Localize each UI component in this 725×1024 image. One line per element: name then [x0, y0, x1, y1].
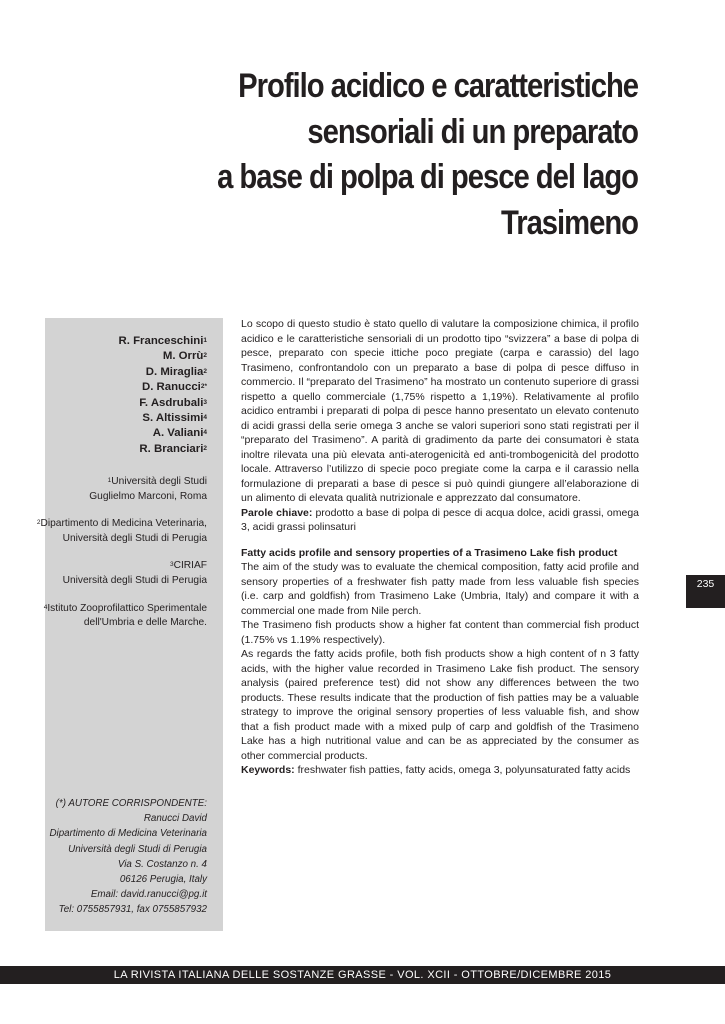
affiliation-list [27, 475, 207, 644]
affiliation: $^3$CIRIAF Università degli Studi di Perugia [62, 560, 207, 586]
title-line: Profilo acidico e caratteristiche [238, 67, 638, 105]
english-title: Fatty acids profile and sensory properties of a Trasimeno Lake fish product [241, 546, 618, 559]
email-link[interactable]: Email: david.ranucci@pg.it [90, 889, 207, 901]
author: S. Altissimi$^4$ [142, 412, 207, 425]
corresponding-author: (*) AUTORE CORRISPONDENTE: Ranucci David Dipartimento di Medicina Veterinaria Università degli Studi di Perugia Via S. Costanzo n. 4 06126 Perugia, Italy Email: david.ranucci@pg.it Tel: 0755857931, fax 0755857932 [27, 796, 207, 918]
keywords-english: Keywords: freshwater fish patties, fatty acids, omega 3, polyunsaturated fatty acids [241, 764, 631, 776]
author-sidebar [36, 318, 223, 931]
affiliation: $^2$Dipartimento di Medicina Veterinaria, Università degli Studi di Perugia [36, 518, 207, 544]
abstract-english-paragraph: As regards the fatty acids profile, both fish products show a high content of n 3 fatty acids, with the higher value recorded in Trasimeno Lake fish product. The sensory analysis (paired preference test) did not show any differences between the two products. These results indicate that the production of fish patties may be a valuable strategy to improve the original sensory properties of less valuable fish, and show that a fish product made with a mixed pulp of carp and goldfish of the Trasimeno Lake has a high nutritional value and can be as appreciated by the consumer as other commercial products. [241, 648, 639, 762]
abstract-column [241, 317, 639, 778]
author: D. Miraglia$^2$ [145, 365, 207, 378]
affiliation: $^4$Istituto Zooprofilattico Sperimentale dell'Umbria e delle Marche. [43, 602, 207, 629]
abstract-english-paragraph: The aim of the study was to evaluate the chemical composition, fatty acid profile and sensory properties of a freshwater fish patty made from less valuable fish species (i.e. carp and goldfish) from Trasimeno Lake (Umbria, Italy) and compare it with a commercial one made from Nile perch. [241, 561, 639, 617]
author: D. Ranucci$^{2*}$ [141, 381, 207, 394]
title-line: Trasimeno [501, 203, 638, 242]
author: R. Franceschini$^1$ [118, 335, 207, 347]
author: M. Orrù$^2$ [162, 350, 207, 363]
page-number: 235 [686, 575, 725, 608]
abstract-italian: Lo scopo di questo studio è stato quello di valutare la composizione chimica, il profilo acidico e le caratteristiche sensoriali di un prodotto tipo “svizzera” a base di polpa di pesce, preparato con specie ittiche poco pregiate (carpa e carassio) del lago Trasimeno, confrontandolo con un preparato a base di polpa di pesce diffuso in commercio. Il “preparato del Trasimeno” ha mostrato un contenuto superiore di grassi rispetto a quello commerciale (1,75% rispetto a 1,19%). Relativamente al profilo acidico entrambi i preparati di polpa di pesce hanno presentato un elevato contenuto di acidi grassi della serie omega 3 anche se valori superiori sono stati registrati per il “preparato del Trasimeno”. A parità di gradimento da parte dei consumatori è stata inoltre rilevata una più elevata anti-aterogenicità ed anti-trombogenicità del prodotto locale. Attraverso l’utilizzo di specie poco pregiate come la carpa e il carassio nella formulazione di preparati a base di pesce si può quindi giungere all’elaborazione di un alimento di elevata qualità nutrizionale e apprezzato dal consumatore. [241, 318, 639, 504]
author: F. Asdrubali$^3$ [139, 396, 207, 409]
abstract-english-paragraph: The Trasimeno fish products show a higher fat content than commercial fish product (1.75% vs 1.19% respectively). [241, 619, 639, 646]
author: A. Valiani$^4$ [152, 427, 207, 440]
author: R. Branciari$^2$ [139, 442, 207, 455]
journal-footer: LA RIVISTA ITALIANA DELLE SOSTANZE GRASSE - VOL. XCII - OTTOBRE/DICEMBRE 2015 [0, 966, 725, 984]
affiliation: $^1$Università degli Studi Guglielmo Marconi, Roma [89, 476, 207, 502]
title-line: a base di polpa di pesce del lago [217, 158, 638, 196]
article-title [193, 64, 638, 246]
keywords-italian: Parole chiave: prodotto a base di polpa di pesce di acqua dolce, acidi grassi, omega 3, acidi grassi polinsaturi [241, 506, 640, 533]
author-list [119, 334, 207, 457]
title-line: sensoriali di un preparato [307, 112, 638, 151]
